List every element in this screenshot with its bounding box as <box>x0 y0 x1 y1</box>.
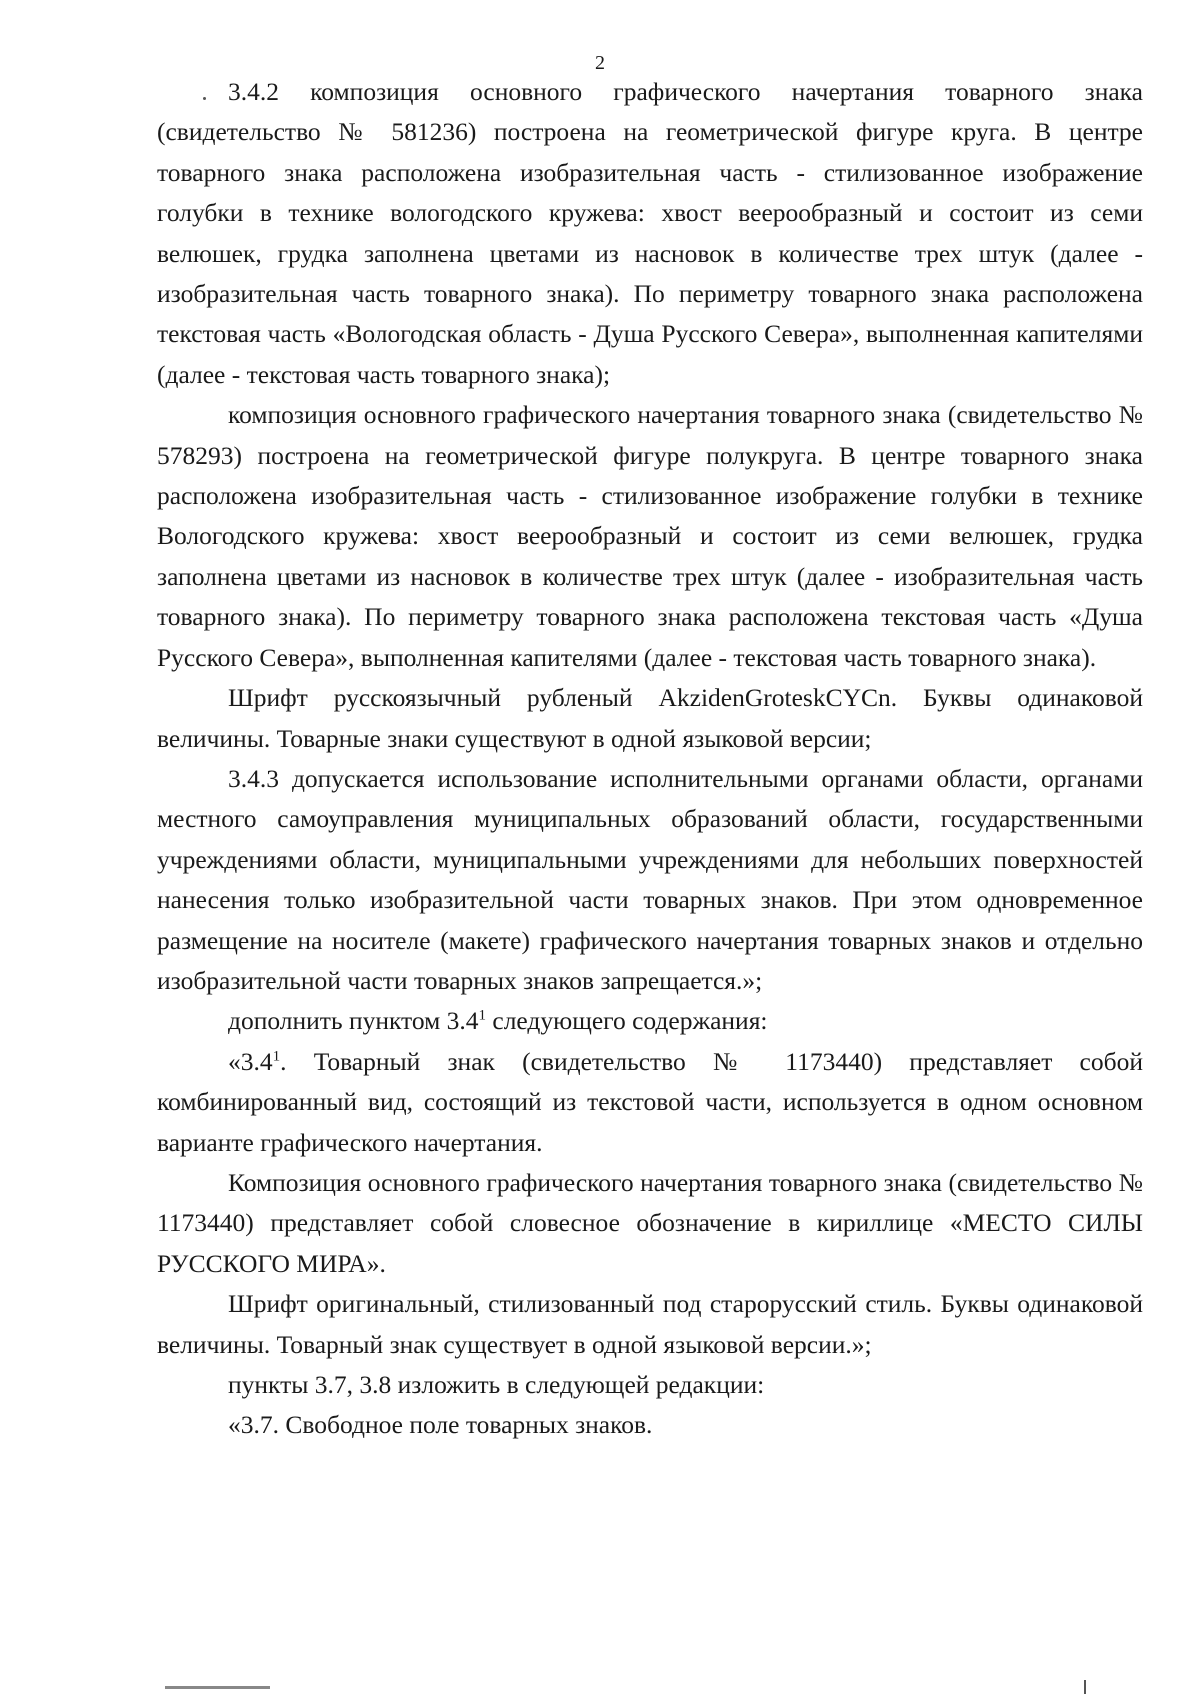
add-point-text: дополнить пунктом 3.4 <box>228 1006 479 1036</box>
paragraph-font-description: Шрифт русскоязычный рубленый AkzidenGroteskCYCn. Буквы одинаковой величины. Товарные знаки существуют в одной языковой версии; <box>157 683 1143 753</box>
paragraph-3-4-1 <box>157 1042 1143 1163</box>
scan-artifact-bottom-left <box>165 1686 270 1689</box>
page-number: 2 <box>595 52 605 74</box>
document-body <box>157 72 1143 1446</box>
paragraph-3-7: «3.7. Свободное поле товарных знаков. <box>228 1410 653 1440</box>
scan-artifact-bottom-right <box>1084 1680 1086 1694</box>
paragraph-composition-1173440: Композиция основного графического начертания товарного знака (свидетельство № 1173440) представляет собой словесное обозначение в кириллице «МЕСТО СИЛЫ РУССКОГО МИРА». <box>157 1167 1143 1278</box>
paragraph-trademark-578293: композиция основного графического начертания товарного знака (свидетельство № 578293) построена на геометрической фигуре полукруга. В центре товарного знака расположена изобразительная часть - стилизованное изображение голубки в технике Вологодского кружева: хвост веерообразный и состоит из семи велюшек, грудка заполнена цветами из насновок в количестве трех штук (далее - изобразительная часть товарного знака). По периметру товарного знака расположена текстовая часть «Душа Русского Севера», выполненная капителями (далее - текстовая часть товарного знака). <box>157 400 1143 672</box>
paragraph-add-point <box>157 1001 1143 1041</box>
add-point-text-end: следующего содержания: <box>486 1006 768 1036</box>
superscript-one: 1 <box>478 1007 487 1024</box>
point-3-4-1-text: . Товарный знак (свидетельство № 1173440) представляет собой комбинированный вид, состоящий из текстовой части, используется в одном основном варианте графического начертания. <box>157 1046 1143 1157</box>
point-3-4-1-start: «3.4 <box>228 1046 273 1076</box>
paragraph-font-original: Шрифт оригинальный, стилизованный под старорусский стиль. Буквы одинаковой величины. Товарный знак существует в одной языковой версии.»; <box>157 1289 1143 1359</box>
paragraph-3-4-2: 3.4.2 композиция основного графического начертания товарного знака (свидетельство № 581236) построена на геометрической фигуре круга. В центре товарного знака расположена изобразительная часть - стилизованное изображение голубки в технике вологодского кружева: хвост веерообразный и состоит из семи велюшек, грудка заполнена цветами из насновок в количестве трех штук (далее - изобразительная часть товарного знака). По периметру товарного знака расположена текстовая часть «Вологодская область - Душа Русского Севера», выполненная капителями (далее - текстовая часть товарного знака); <box>157 77 1143 389</box>
paragraph-3-4-3: 3.4.3 допускается использование исполнительными органами области, органами местного самоуправления муниципальных образований области, государственными учреждениями области, муниципальными учреждениями для небольших поверхностей нанесения только изобразительной части товарных знаков. При этом одновременное размещение на носителе (макете) графического начертания товарных знаков и отдельно изобразительной части товарных знаков запрещается.»; <box>157 763 1143 995</box>
paragraph-points-3-7-3-8: пункты 3.7, 3.8 изложить в следующей редакции: <box>228 1370 765 1399</box>
superscript-one: 1 <box>272 1048 281 1065</box>
